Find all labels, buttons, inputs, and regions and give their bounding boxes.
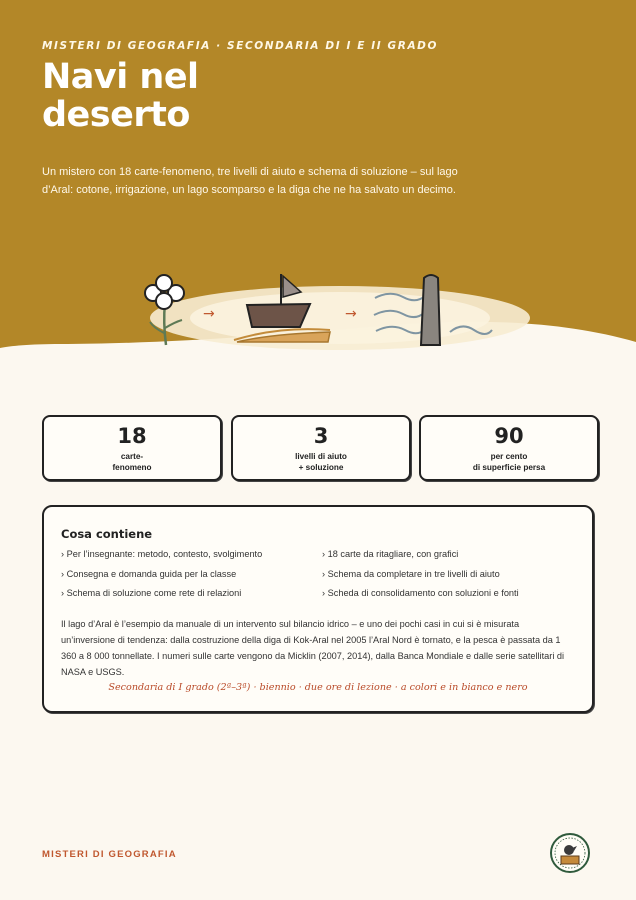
stat-label: carte- fenomeno [112,452,152,472]
description-paragraph: Il lago d’Aral è l’esempio da manuale di un intervento sul bilancio idrico – e uno dei pochi casi in cui si è misurata un’inversione di tendenza: dalla costruzione della diga di Kok-Aral nel 2005 l’Aral Nord è tornato, e la pesca è passata da 1 360 a 8 000 tonnellate. I numeri sulle carte vengono da Micklin (2007, 2014), dalla Banca Mondiale e dalle serie satellitari di NASA e USGS. [61,619,565,677]
series-kicker: MISTERI DI GEOGRAFIA · SECONDARIA DI I E II GRADO [42,40,439,52]
arrow-icon: → [345,306,357,322]
cotton-plant-icon [145,275,184,345]
publisher-logo-icon [549,832,591,874]
list-item: › Schema di soluzione come rete di relazioni [61,588,242,598]
footer-brand: MISTERI DI GEOGRAFIA [42,849,177,860]
contents-box [42,505,594,713]
stat-card-percent [419,415,599,481]
list-item: › Per l’insegnante: metodo, contesto, svolgimento [61,549,263,559]
cover-illustration [0,0,636,380]
contents-heading: Cosa contiene [61,527,153,541]
list-item: › Schema da completare in tre livelli di aiuto [322,568,500,579]
stat-card-cards [42,415,222,481]
list-item: › 18 carte da ritagliare, con grafici [322,549,459,559]
list-item: › Scheda di consolidamento con soluzioni e fonti [322,588,519,598]
contents-list-left [61,549,321,608]
stranded-boat-icon [234,274,330,342]
stat-number: 3 [313,424,329,448]
cover-header [0,0,636,380]
stat-label: per cento di superficie persa [472,452,546,472]
stat-number: 18 [117,424,147,448]
dam-and-waves-icon [374,275,492,345]
contents-list-right [322,549,582,608]
stat-label: livelli di aiuto + soluzione [295,452,347,472]
audience-tagline: Secondaria di I grado (2ª–3ª) · biennio · due ore di lezione · a colori e in bianco e nero [108,682,528,693]
stat-number: 90 [494,424,524,448]
arrow-icon: → [203,306,215,322]
lead-paragraph: Un mistero con 18 carte-fenomeno, tre livelli di aiuto e schema di soluzione – sul lago d’Aral: cotone, irrigazione, un lago scomparso e la diga che ne ha salvato un decimo. [42,166,458,196]
page-title: Navi nel deserto [42,57,199,135]
stat-card-levels [231,415,411,481]
list-item: › Consegna e domanda guida per la classe [61,568,237,579]
stats-row [42,415,594,479]
